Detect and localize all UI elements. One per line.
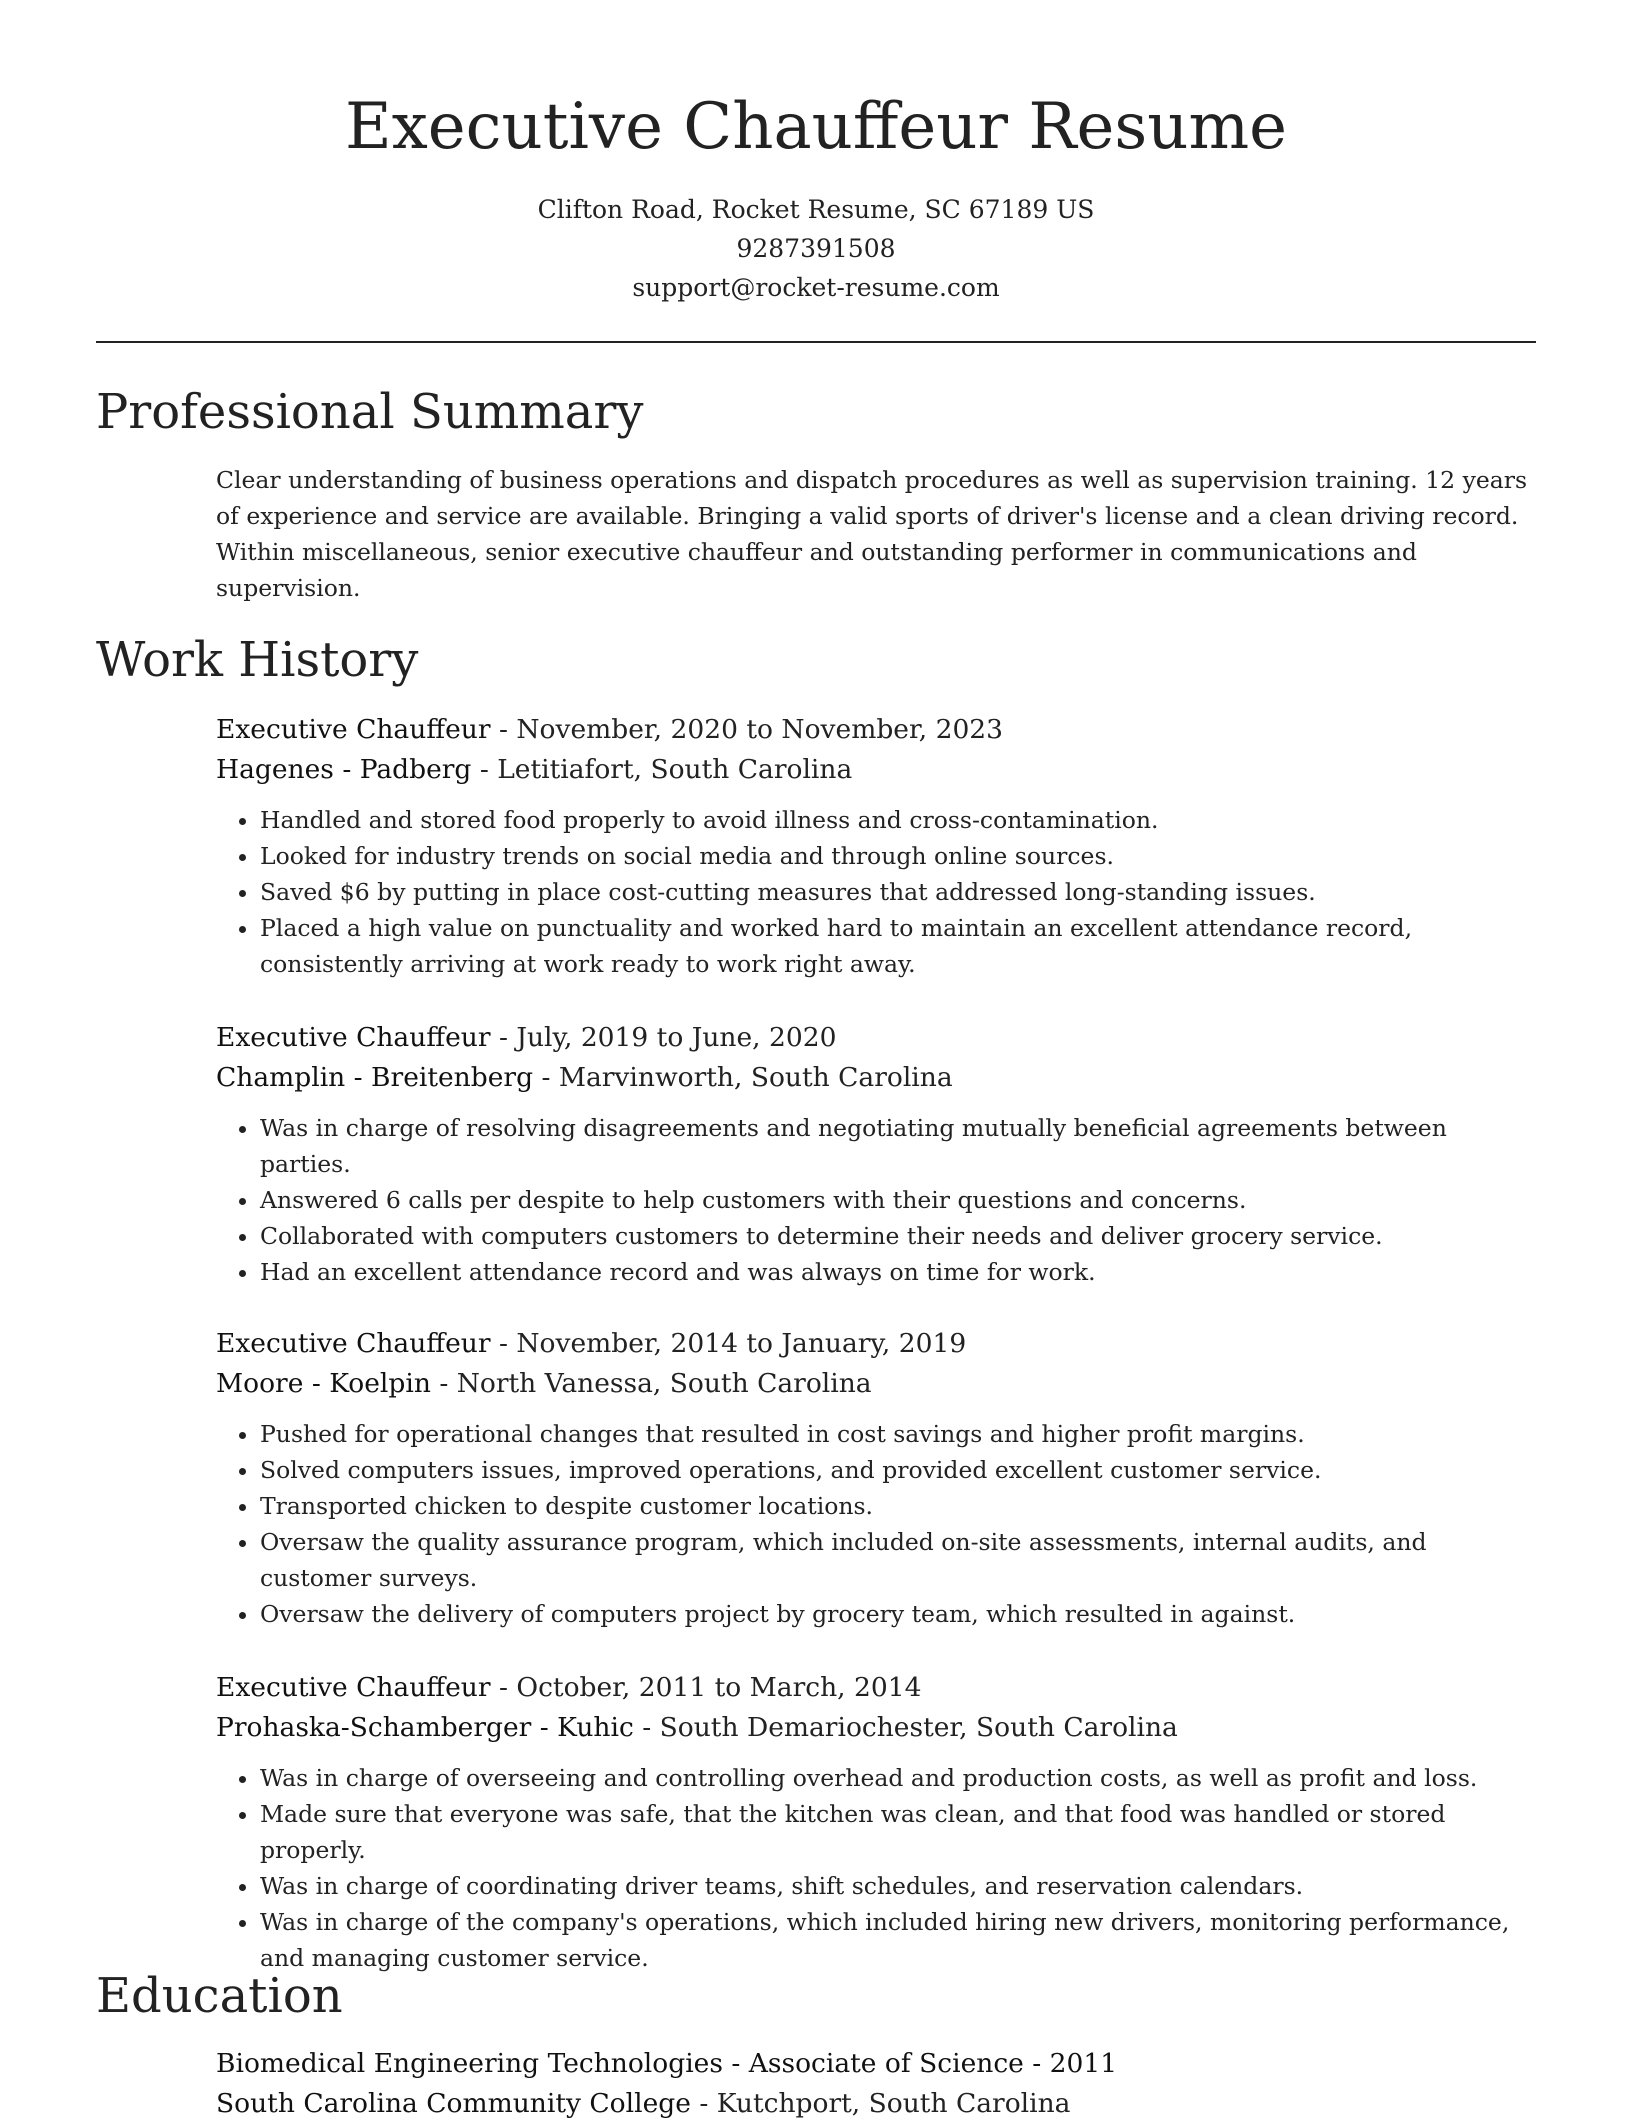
education-school-line xyxy=(216,2084,1536,2124)
contact-email: support@rocket-resume.com xyxy=(632,273,1000,302)
education-heading: Education xyxy=(96,1968,343,2024)
job-entry xyxy=(216,1018,1536,1290)
header-divider xyxy=(96,341,1536,343)
job-entry xyxy=(216,1668,1536,1976)
list-item: • Looked for industry trends on social media and through online sources. xyxy=(260,838,1536,874)
job-title-line xyxy=(216,710,1536,750)
job-bullets xyxy=(216,802,1536,982)
list-item: • Was in charge of overseeing and controlling overhead and production costs, as well as profit and loss. xyxy=(260,1760,1536,1796)
job-title-line xyxy=(216,1324,1536,1364)
list-item: • Was in charge of resolving disagreements and negotiating mutually beneficial agreements between parties. xyxy=(260,1110,1536,1182)
list-item: • Made sure that everyone was safe, that the kitchen was clean, and that food was handled or stored properly. xyxy=(260,1796,1536,1868)
list-item: • Had an excellent attendance record and was always on time for work. xyxy=(260,1254,1536,1290)
job-location: - Letitiafort, South Carolina xyxy=(471,754,853,785)
job-dates: - November, 2014 to January, 2019 xyxy=(490,1328,967,1359)
list-item: • Transported chicken to despite customer locations. xyxy=(260,1488,1536,1524)
job-company-line xyxy=(216,1058,1536,1098)
job-company: Prohaska-Schamberger - Kuhic xyxy=(216,1712,634,1743)
education-school: South Carolina Community College xyxy=(216,2088,691,2119)
list-item: • Oversaw the quality assurance program, which included on-site assessments, internal audits, and customer surveys. xyxy=(260,1524,1536,1596)
list-item: • Handled and stored food properly to avoid illness and cross-contamination. xyxy=(260,802,1536,838)
list-item: • Was in charge of the company's operations, which included hiring new drivers, monitoring performance, and managing customer service. xyxy=(260,1904,1536,1976)
job-title: Executive Chauffeur xyxy=(216,714,491,745)
list-item: • Saved $6 by putting in place cost-cutting measures that addressed long-standing issues. xyxy=(260,874,1536,910)
list-item: • Pushed for operational changes that resulted in cost savings and higher profit margins. xyxy=(260,1416,1536,1452)
education-location: - Kutchport, South Carolina xyxy=(690,2088,1071,2119)
job-entry xyxy=(216,1324,1536,1632)
education-degree-line xyxy=(216,2044,1536,2084)
job-location: - South Demariochester, South Carolina xyxy=(633,1712,1178,1743)
education-degree: Biomedical Engineering Technologies - Associate of Science - 2011 xyxy=(216,2048,1118,2079)
job-location: - North Vanessa, South Carolina xyxy=(430,1368,872,1399)
job-title: Executive Chauffeur xyxy=(216,1672,491,1703)
job-company: Hagenes - Padberg xyxy=(216,754,472,785)
summary-text: Clear understanding of business operations and dispatch procedures as well as supervision training. 12 years of experience and service are available. Bringing a valid sports of driver's license and a clean driving record. Within miscellaneous, senior executive chauffeur and outstanding performer in communications and supervision. xyxy=(216,466,1528,602)
job-bullets xyxy=(216,1416,1536,1632)
job-title-line xyxy=(216,1668,1536,1708)
list-item: • Collaborated with computers customers to determine their needs and deliver grocery service. xyxy=(260,1218,1536,1254)
summary-heading: Professional Summary xyxy=(96,384,644,440)
job-company: Champlin - Breitenberg xyxy=(216,1062,534,1093)
job-dates: - July, 2019 to June, 2020 xyxy=(490,1022,837,1053)
job-location: - Marvinworth, South Carolina xyxy=(533,1062,953,1093)
job-company-line xyxy=(216,1708,1536,1748)
list-item: • Was in charge of coordinating driver teams, shift schedules, and reservation calendars. xyxy=(260,1868,1536,1904)
job-company-line xyxy=(216,750,1536,790)
job-company: Moore - Koelpin xyxy=(216,1368,431,1399)
contact-address: Clifton Road, Rocket Resume, SC 67189 US xyxy=(537,195,1095,224)
resume-title: Executive Chauffeur Resume xyxy=(344,90,1288,164)
job-title-line xyxy=(216,1018,1536,1058)
job-dates: - October, 2011 to March, 2014 xyxy=(490,1672,922,1703)
job-dates: - November, 2020 to November, 2023 xyxy=(490,714,1004,745)
education-entry xyxy=(216,2044,1536,2124)
job-entry xyxy=(216,710,1536,982)
contact-block xyxy=(0,190,1632,307)
job-bullets xyxy=(216,1110,1536,1290)
job-bullets xyxy=(216,1760,1536,1976)
work-history-heading: Work History xyxy=(96,632,419,688)
job-company-line xyxy=(216,1364,1536,1404)
job-title: Executive Chauffeur xyxy=(216,1328,491,1359)
list-item: • Solved computers issues, improved operations, and provided excellent customer service. xyxy=(260,1452,1536,1488)
list-item: • Answered 6 calls per despite to help customers with their questions and concerns. xyxy=(260,1182,1536,1218)
contact-phone: 9287391508 xyxy=(736,234,896,263)
job-title: Executive Chauffeur xyxy=(216,1022,491,1053)
list-item: • Placed a high value on punctuality and worked hard to maintain an excellent attendance record, consistently arriving at work ready to work right away. xyxy=(260,910,1536,982)
list-item: • Oversaw the delivery of computers project by grocery team, which resulted in against. xyxy=(260,1596,1536,1632)
